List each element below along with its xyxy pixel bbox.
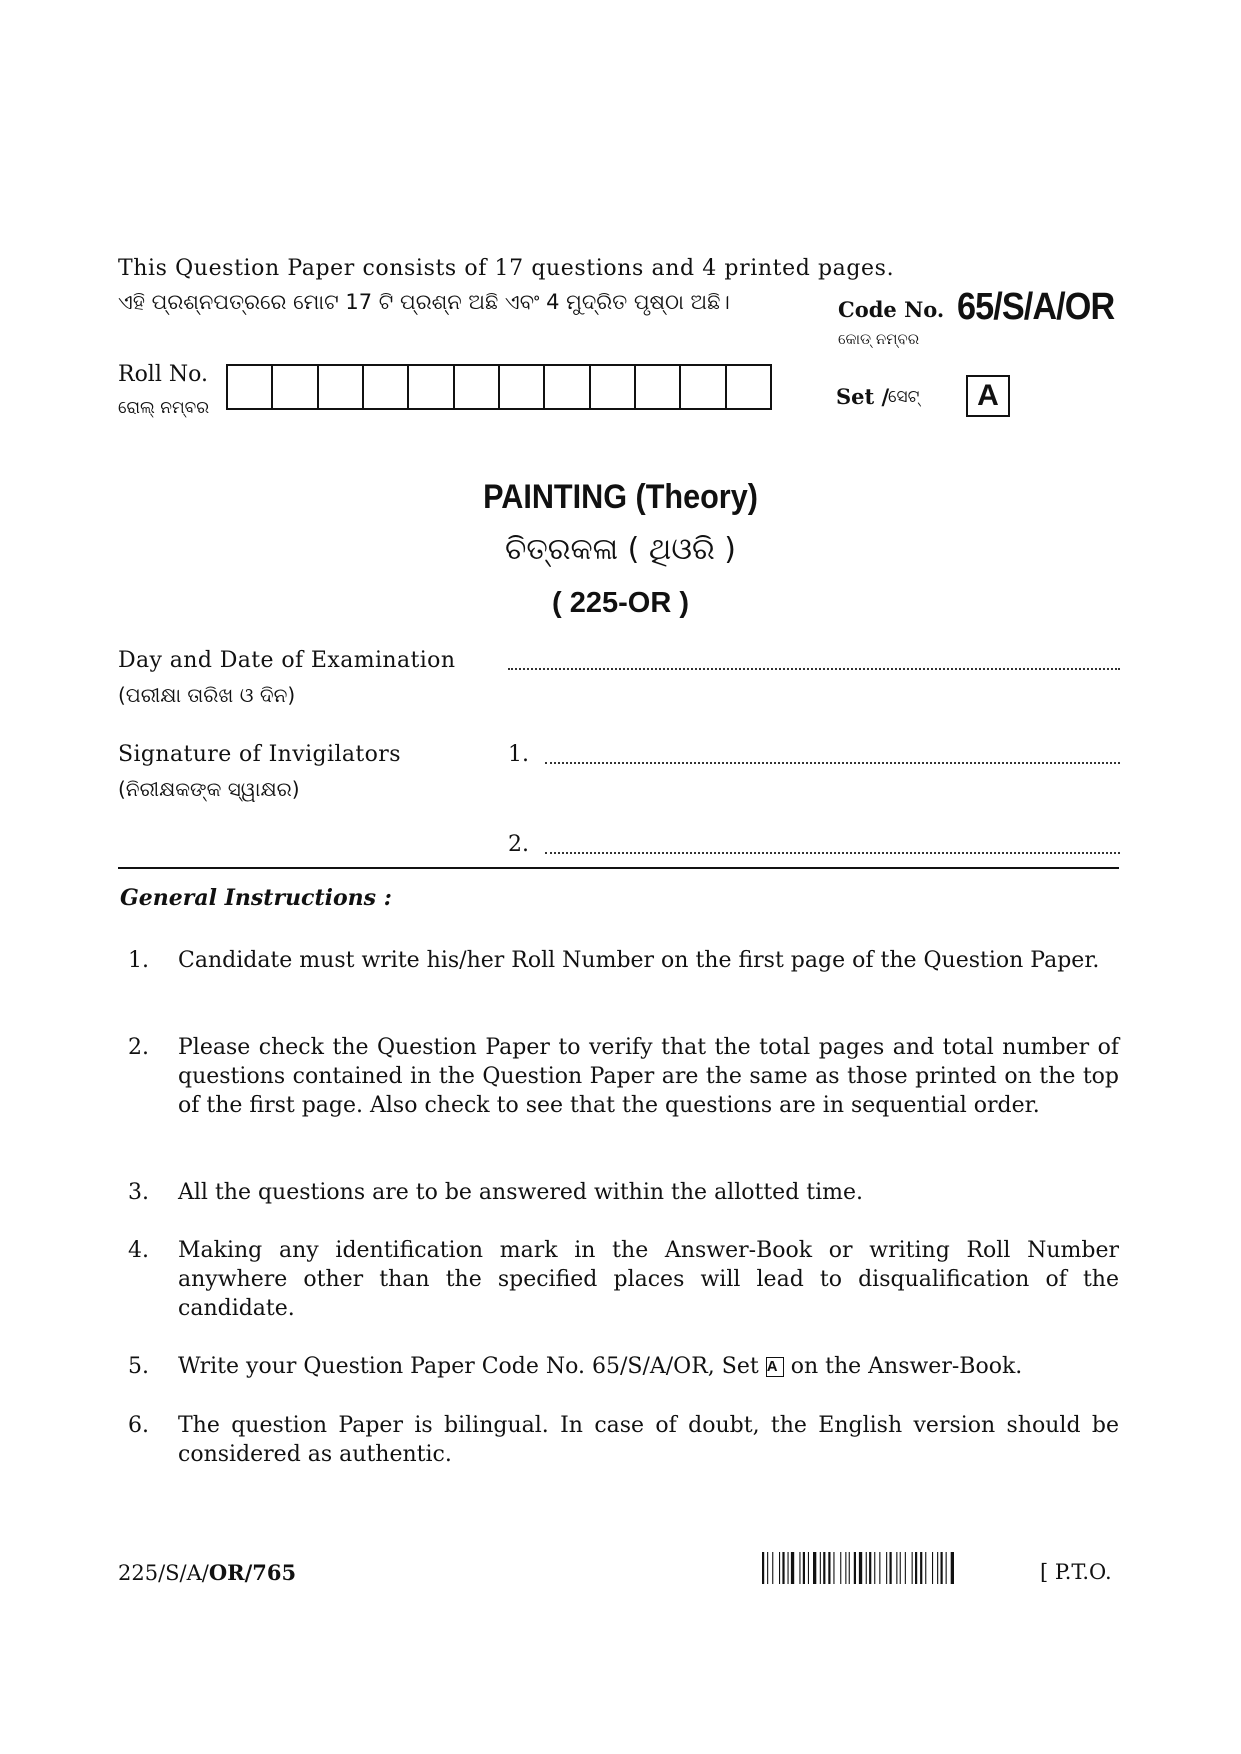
instruction-item [128, 1033, 1119, 1120]
instruction-number: 4. [128, 1238, 149, 1263]
signature-label: Signature of Invigilators [118, 742, 401, 767]
instruction-item [128, 1178, 1119, 1207]
set-inline-box: A [766, 1357, 784, 1377]
exam-date-label: Day and Date of Examination [118, 648, 456, 673]
instruction-number: 5. [128, 1354, 149, 1379]
instruction-number: 1. [128, 948, 149, 973]
paper-info-line-odia: ଏହି ପ୍ରଶ୍ନପତ୍ରରେ ମୋଟ 17 ଟି ପ୍ରଶ୍ନ ଅଛି ଏବଂ 4 ମୁଦ୍ରିତ ପୃଷ୍ଠା ଅଛି। [118, 290, 730, 314]
paper-info-line: This Question Paper consists of 17 questions and 4 printed pages. [118, 256, 895, 281]
instruction-number: 3. [128, 1180, 149, 1205]
footer-paper-code [118, 1560, 296, 1585]
footer-code-prefix: 225/S/A/ [118, 1561, 209, 1585]
exam-date-line[interactable] [508, 668, 1120, 670]
signature-label-odia: (ନିରୀକ୍ଷକଙ୍କ ସ୍ୱାକ୍ଷର) [118, 777, 300, 801]
roll-box[interactable] [636, 366, 681, 408]
roll-box[interactable] [319, 366, 364, 408]
roll-box[interactable] [727, 366, 770, 408]
instruction-item [128, 1411, 1119, 1469]
roll-box[interactable] [455, 366, 500, 408]
signature-1-number: 1. [508, 742, 529, 767]
pto-label: [ P.T.O. [1040, 1560, 1112, 1584]
roll-box[interactable] [273, 366, 318, 408]
code-value: 65/S/A/OR [957, 286, 1115, 328]
instruction-text: Candidate must write his/her Roll Number on the first page of the Question Paper. [178, 948, 1100, 973]
instruction-text: Making any identification mark in the Answer-Book or writing Roll Number anywhere other than the specified places will lead to disqualification of the candidate. [178, 1238, 1119, 1321]
barcode-icon [762, 1552, 1024, 1584]
instruction-number: 6. [128, 1413, 149, 1438]
footer-code-number: 765 [252, 1560, 297, 1585]
signature-2-line[interactable] [545, 852, 1120, 854]
instruction-number: 2. [128, 1035, 149, 1060]
instruction-text: Please check the Question Paper to verify that the total pages and total number of questions contained in the Question Paper are the same as those printed on the top of the first page. Also check to see that the questions are in sequential order. [178, 1035, 1119, 1118]
instruction-item [128, 1236, 1119, 1323]
instruction-text [178, 1352, 1119, 1381]
instruction-text: All the questions are to be answered within the allotted time. [178, 1180, 864, 1205]
set-label-odia: ସେଟ୍ [888, 387, 920, 407]
footer-code-sep: / [244, 1560, 253, 1585]
roll-box[interactable] [681, 366, 726, 408]
subject-title-odia: ଚିତ୍ରକଳା ( ଥିଓରି ) [505, 532, 736, 567]
roll-box[interactable] [591, 366, 636, 408]
roll-label-odia: ରୋଲ୍ ନମ୍ବର [118, 398, 210, 418]
instruction-text-after: on the Answer-Book. [790, 1354, 1023, 1379]
roll-box[interactable] [545, 366, 590, 408]
roll-box[interactable] [409, 366, 454, 408]
roll-box[interactable] [228, 366, 273, 408]
subject-title: PAINTING (Theory) [483, 478, 758, 516]
footer-code-or: OR [208, 1560, 245, 1585]
signature-1-line[interactable] [545, 762, 1120, 764]
roll-label: Roll No. [118, 362, 208, 387]
instruction-item [128, 946, 1119, 975]
instruction-text: The question Paper is bilingual. In case of doubt, the English version should be considered as authentic. [178, 1413, 1119, 1467]
divider [118, 867, 1119, 869]
instructions-heading: General Instructions : [120, 885, 392, 911]
instruction-text-before: Write your Question Paper Code No. 65/S/A/OR, Set [178, 1354, 759, 1379]
exam-date-label-odia: (ପରୀକ୍ଷା ତାରିଖ ଓ ଦିନ) [118, 683, 296, 707]
signature-2-number: 2. [508, 832, 529, 857]
set-value-box: A [966, 375, 1010, 417]
roll-box[interactable] [500, 366, 545, 408]
roll-number-boxes[interactable] [226, 364, 772, 410]
set-label: Set / [836, 384, 890, 409]
code-label: Code No. [838, 297, 945, 322]
roll-box[interactable] [364, 366, 409, 408]
subject-code: ( 225-OR ) [552, 587, 689, 619]
code-label-odia: କୋଡ୍ ନମ୍ବର [838, 330, 920, 348]
instruction-item [128, 1352, 1119, 1381]
